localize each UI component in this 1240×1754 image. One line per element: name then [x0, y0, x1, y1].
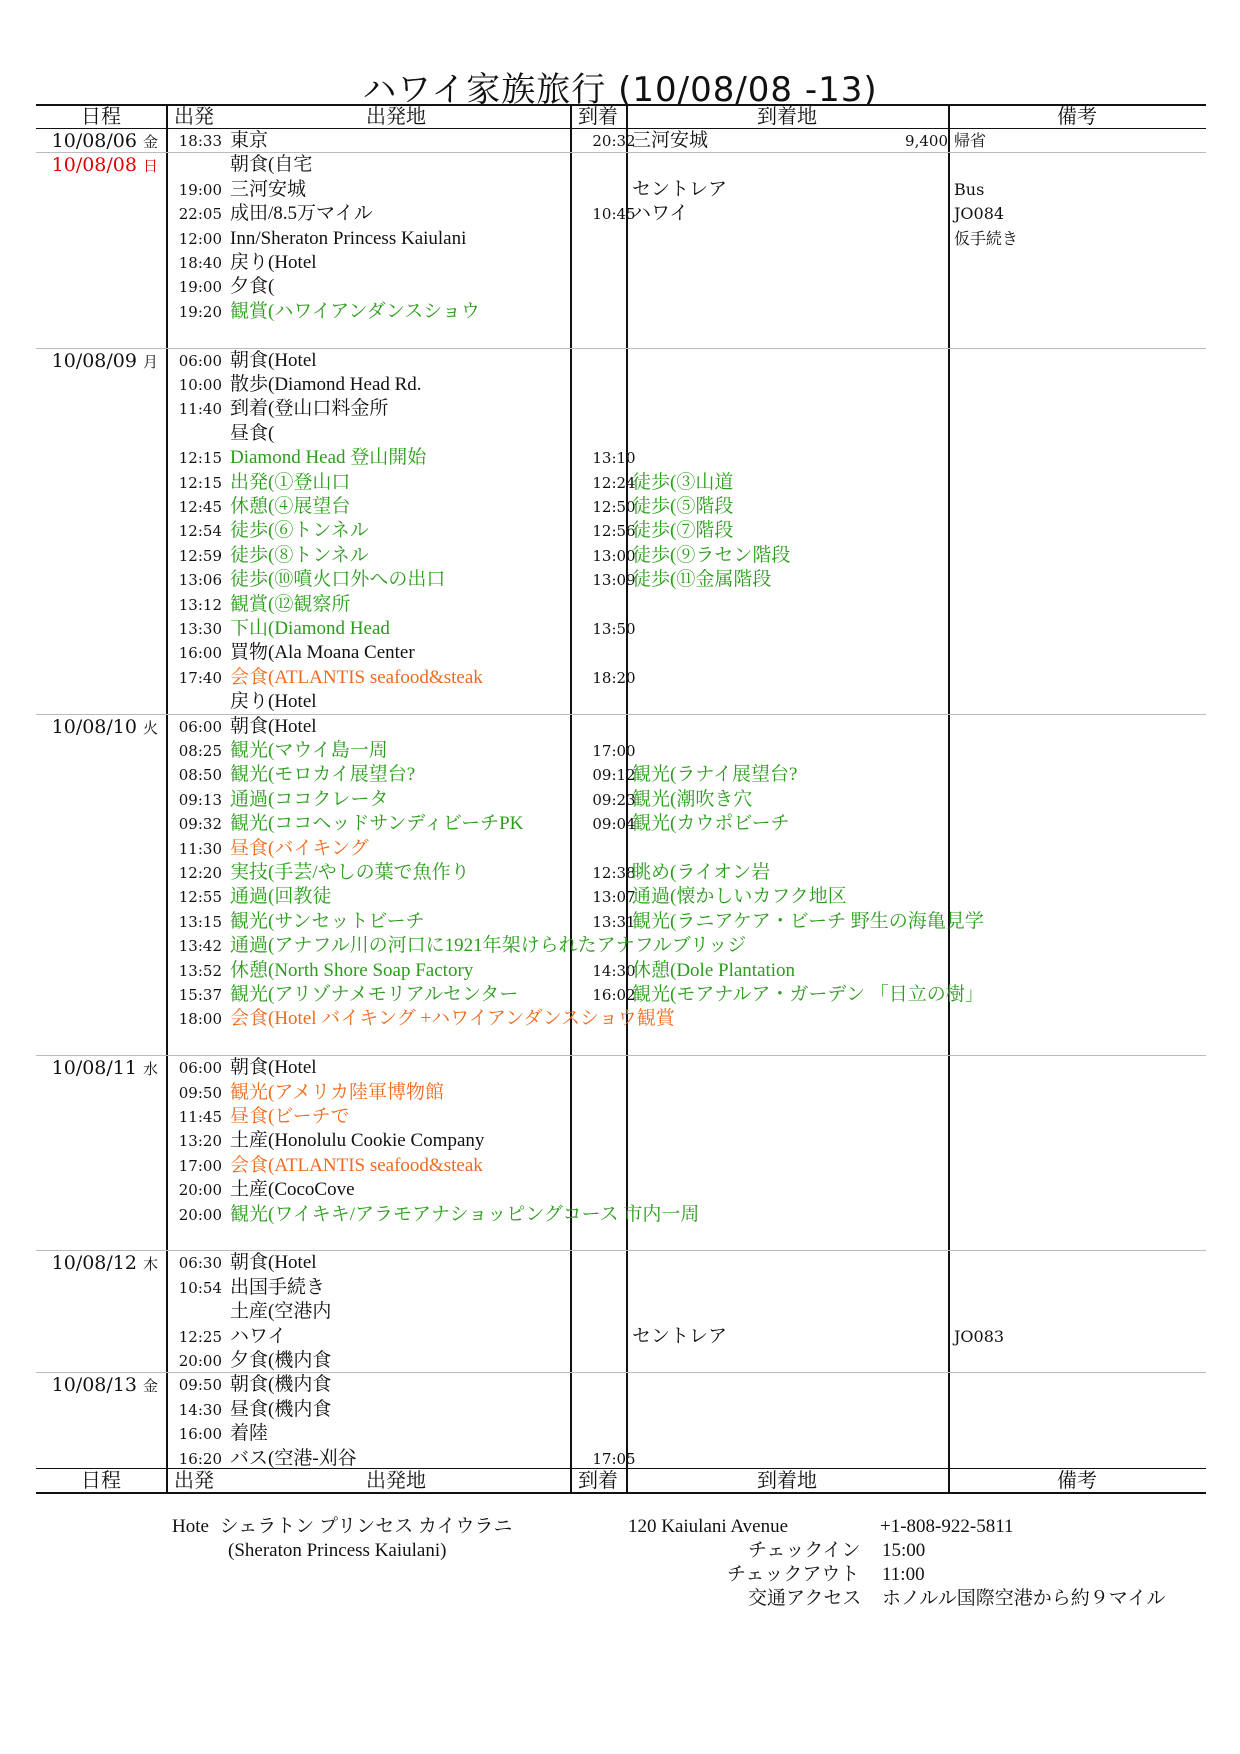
depart-time: 09:32 — [178, 815, 222, 834]
schedule-row — [36, 397, 1206, 421]
depart-place: 通過(アナフル川の河口に1921年架けられたアナフルブリッジ — [230, 935, 747, 957]
depart-place: 会食(Hotel バイキング +ハワイアンダンスショウ観賞 — [230, 1008, 675, 1030]
depart-time: 13:30 — [178, 620, 222, 638]
depart-place: 到着(登山口料金所 — [230, 398, 389, 420]
depart-time: 19:00 — [178, 278, 222, 297]
depart-time: 12:20 — [178, 864, 222, 882]
depart-place: 休憩(④展望台 — [230, 496, 351, 517]
depart-place: 観賞(⑫観察所 — [230, 593, 351, 615]
depart-place: 会食(ATLANTIS seafood&steak — [230, 1154, 483, 1176]
depart-time: 18:00 — [178, 1010, 222, 1029]
schedule-row — [36, 861, 1206, 885]
note-text: 帰省 — [954, 131, 987, 150]
schedule-row — [36, 983, 1206, 1007]
depart-time: 09:50 — [178, 1083, 222, 1102]
depart-time: 18:33 — [178, 132, 222, 150]
date-text: 10/08/13 — [51, 1374, 137, 1397]
depart-place: Diamond Head 登山開始 — [230, 447, 427, 469]
schedule-row — [36, 1447, 1206, 1471]
arrive-time: 13:31 — [592, 912, 636, 931]
schedule-row — [36, 1203, 1206, 1227]
header-notes: 備考 — [1057, 104, 1097, 128]
schedule-row — [36, 373, 1206, 397]
day-date — [36, 349, 158, 374]
depart-place: 着陸 — [230, 1423, 269, 1445]
depart-place: 観光(ワイキキ/アラモアナショッピングコース 市内一周 — [230, 1203, 700, 1225]
depart-time: 12:00 — [178, 229, 222, 248]
depart-place: Inn/Sheraton Princess Kaiulani — [230, 227, 467, 249]
schedule-row — [36, 593, 1206, 617]
arrive-place: 観光(潮吹き穴 — [632, 788, 753, 810]
page-title: ハワイ家族旅行 (10/08/08 -13) — [362, 70, 878, 110]
depart-place: 徒歩(⑧トンネル — [230, 544, 369, 566]
schedule-row — [36, 275, 1206, 299]
day-separator — [36, 1250, 1206, 1251]
footer-header-notes: 備考 — [1057, 1468, 1097, 1492]
schedule-row — [36, 1129, 1206, 1153]
depart-time: 06:00 — [178, 351, 222, 370]
schedule-row — [36, 1032, 1206, 1056]
schedule-row — [36, 788, 1206, 812]
hotel-name-en: (Sheraton Princess Kaiulani) — [228, 1540, 447, 1561]
fare-amount: 9,400 — [905, 132, 948, 150]
depart-place: 観光(モロカイ展望台? — [230, 764, 416, 786]
depart-place: 徒歩(⑩噴火口外への出口 — [230, 569, 446, 591]
date-text: 10/08/06 — [51, 130, 137, 152]
depart-place: 土産(CocoCove — [230, 1179, 355, 1201]
depart-place: 東京 — [230, 130, 269, 151]
depart-time: 12:15 — [178, 473, 222, 492]
access-label: 交通アクセス — [748, 1588, 862, 1609]
weekday-text: 水 — [142, 1060, 158, 1079]
depart-time: 06:30 — [178, 1254, 222, 1273]
depart-time: 11:30 — [178, 839, 222, 858]
schedule-row — [36, 178, 1206, 202]
schedule-row — [36, 1422, 1206, 1446]
depart-time: 14:30 — [178, 1400, 222, 1419]
day-separator — [36, 348, 1206, 349]
arrive-place: 三河安城 — [632, 130, 709, 151]
schedule-row — [36, 153, 1206, 177]
depart-time: 19:00 — [178, 180, 222, 199]
weekday-text: 月 — [142, 352, 158, 371]
schedule-row — [36, 471, 1206, 495]
schedule-row — [36, 715, 1206, 739]
checkout-time: 11:00 — [882, 1564, 925, 1585]
date-text: 10/08/12 — [51, 1252, 137, 1275]
depart-time: 12:45 — [178, 498, 222, 516]
arrive-time: 13:09 — [592, 571, 636, 590]
arrive-time: 13:00 — [592, 546, 636, 565]
schedule-row — [36, 959, 1206, 983]
depart-place: 観光(アリゾナメモリアルセンター — [230, 984, 519, 1005]
depart-time: 20:00 — [178, 1352, 222, 1370]
arrive-place: セントレア — [632, 1325, 728, 1347]
note-text: Bus — [954, 179, 985, 199]
hotel-phone: +1-808-922-5811 — [880, 1516, 1014, 1537]
arrive-time: 09:23 — [592, 790, 636, 809]
depart-place: 土産(空港内 — [230, 1301, 332, 1323]
footer-header-arrive-place: 到着地 — [757, 1468, 817, 1492]
header-depart-place: 出発地 — [366, 104, 426, 128]
day-date — [36, 715, 158, 740]
checkout-label: チェックアウト — [727, 1564, 860, 1585]
day-date — [36, 153, 158, 178]
depart-time: 13:42 — [178, 937, 222, 956]
day-date — [36, 1373, 158, 1398]
schedule-row — [36, 617, 1206, 641]
depart-place: ハワイ — [230, 1325, 287, 1347]
schedule-row — [36, 1349, 1206, 1373]
schedule-row — [36, 129, 1206, 153]
schedule-row — [36, 1227, 1206, 1251]
hotel-label: Hote — [172, 1516, 209, 1537]
schedule-row — [36, 1276, 1206, 1300]
schedule-row — [36, 568, 1206, 592]
depart-time: 16:20 — [178, 1449, 222, 1468]
schedule-row — [36, 1178, 1206, 1202]
depart-time: 15:37 — [178, 986, 222, 1004]
note-text: 仮手続き — [954, 228, 1019, 248]
depart-place: バス(空港-刈谷 — [230, 1447, 357, 1469]
footer-header-date: 日程 — [81, 1468, 121, 1492]
arrive-time: 12:50 — [592, 498, 636, 516]
depart-place: 実技(手芸/やしの葉で魚作り — [230, 862, 470, 883]
schedule-row — [36, 1300, 1206, 1324]
schedule-row — [36, 349, 1206, 373]
depart-place: 朝食(Hotel — [230, 349, 317, 371]
depart-time: 17:00 — [178, 1156, 222, 1175]
day-separator — [36, 714, 1206, 715]
depart-place: 休憩(North Shore Soap Factory — [230, 959, 474, 981]
depart-place: 成田/8.5万マイル — [230, 203, 373, 225]
schedule-row — [36, 910, 1206, 934]
hotel-name: シェラトン プリンセス カイウラニ — [219, 1516, 513, 1537]
schedule-row — [36, 300, 1206, 324]
depart-place: 昼食(ビーチで — [230, 1106, 350, 1127]
depart-place: 三河安城 — [230, 178, 307, 200]
schedule-row — [36, 763, 1206, 787]
arrive-time: 09:04 — [592, 815, 636, 834]
schedule-row — [36, 495, 1206, 519]
schedule-row — [36, 812, 1206, 836]
schedule-row — [36, 446, 1206, 470]
depart-time: 18:40 — [178, 254, 222, 272]
depart-time: 10:00 — [178, 376, 222, 394]
hotel-name-line — [172, 1515, 512, 1539]
depart-place: 会食(ATLANTIS seafood&steak — [230, 666, 483, 688]
footer-header-depart-time: 出発 — [174, 1468, 214, 1492]
depart-time: 22:05 — [178, 205, 222, 224]
depart-place: 観光(サンセットビーチ — [230, 910, 425, 932]
depart-place: 観光(ココヘッドサンディビーチPK — [230, 813, 524, 835]
depart-time: 19:20 — [178, 302, 222, 321]
day-date — [36, 129, 158, 154]
note-text: JO083 — [954, 1326, 1005, 1346]
depart-place: 昼食( — [230, 422, 275, 444]
schedule-row — [36, 1081, 1206, 1105]
schedule-row — [36, 885, 1206, 909]
access-text: ホノルル国際空港から約９マイル — [882, 1588, 1166, 1609]
arrive-place: 眺め(ライオン岩 — [632, 862, 771, 883]
day-separator — [36, 1055, 1206, 1056]
schedule-row — [36, 227, 1206, 251]
schedule-row — [36, 1373, 1206, 1397]
schedule-row — [36, 1398, 1206, 1422]
hotel-address: 120 Kaiulani Avenue — [628, 1516, 789, 1537]
depart-place: 観光(アメリカ陸軍博物館 — [230, 1081, 444, 1103]
arrive-time: 17:05 — [592, 1449, 636, 1468]
arrive-time: 12:38 — [592, 864, 636, 882]
schedule-row — [36, 1251, 1206, 1275]
depart-time: 16:00 — [178, 1425, 222, 1444]
arrive-time: 12:24 — [592, 473, 636, 492]
arrive-time: 10:45 — [592, 205, 636, 224]
depart-place: 下山(Diamond Head — [230, 618, 390, 639]
depart-time: 11:40 — [178, 400, 222, 419]
arrive-place: 休憩(Dole Plantation — [632, 959, 796, 981]
depart-time: 12:55 — [178, 888, 222, 907]
schedule-row — [36, 1105, 1206, 1129]
depart-place: 昼食(機内食 — [230, 1398, 332, 1420]
arrive-place: 徒歩(③山道 — [632, 471, 734, 493]
weekday-text: 金 — [142, 133, 158, 151]
arrive-place: 観光(ラニアケア・ビーチ 野生の海亀見学 — [632, 910, 984, 932]
depart-place: 朝食(Hotel — [230, 715, 317, 737]
depart-time: 08:25 — [178, 742, 222, 760]
arrive-time: 12:56 — [592, 522, 636, 541]
weekday-text: 金 — [142, 1377, 158, 1396]
depart-place: 散歩(Diamond Head Rd. — [230, 374, 422, 395]
depart-time: 06:00 — [178, 717, 222, 736]
arrive-time: 16:02 — [592, 986, 636, 1004]
depart-place: 朝食(Hotel — [230, 1252, 317, 1274]
depart-place: 出発(①登山口 — [230, 471, 351, 493]
day-date — [36, 1251, 158, 1276]
depart-time: 17:40 — [178, 668, 222, 687]
arrive-time: 14:30 — [592, 961, 636, 980]
footer-header-depart-place: 出発地 — [366, 1468, 426, 1492]
arrive-time: 20:32 — [592, 132, 636, 150]
depart-place: 徒歩(⑥トンネル — [230, 520, 369, 542]
date-text: 10/08/08 — [51, 154, 137, 177]
depart-place: 昼食(バイキング — [230, 837, 369, 859]
schedule-row — [36, 690, 1206, 714]
depart-place: 通過(ココクレータ — [230, 788, 389, 810]
depart-place: 夕食(機内食 — [230, 1350, 332, 1371]
note-text: JO084 — [954, 204, 1005, 224]
date-text: 10/08/10 — [51, 715, 137, 738]
schedule-row — [36, 1056, 1206, 1080]
arrive-place: 通過(懐かしいカフク地区 — [632, 886, 847, 908]
schedule-table — [36, 104, 1206, 1516]
depart-time: 13:15 — [178, 912, 222, 931]
date-text: 10/08/11 — [51, 1057, 137, 1080]
schedule-row — [36, 934, 1206, 958]
depart-place: 戻り(Hotel — [230, 691, 317, 713]
depart-time: 13:20 — [178, 1132, 222, 1151]
depart-time: 16:00 — [178, 644, 222, 663]
schedule-row — [36, 1154, 1206, 1178]
schedule-row — [36, 324, 1206, 348]
header-date: 日程 — [81, 104, 121, 128]
depart-place: 出国手続き — [230, 1276, 326, 1298]
schedule-row — [36, 251, 1206, 275]
arrive-time: 09:12 — [592, 766, 636, 785]
depart-place: 観賞(ハワイアンダンスショウ — [230, 300, 480, 322]
depart-time: 08:50 — [178, 766, 222, 785]
schedule-row — [36, 1325, 1206, 1349]
depart-time: 12:15 — [178, 449, 222, 468]
schedule-row — [36, 1007, 1206, 1031]
schedule-row — [36, 641, 1206, 665]
arrive-time: 13:10 — [592, 449, 636, 468]
arrive-place: 徒歩(⑨ラセン階段 — [632, 544, 791, 566]
depart-time: 11:45 — [178, 1108, 222, 1126]
arrive-place: 観光(ラナイ展望台? — [632, 764, 798, 786]
header-arrive-place: 到着地 — [757, 104, 817, 128]
header-arrive-time: 到着 — [578, 104, 618, 128]
depart-time: 13:12 — [178, 595, 222, 614]
depart-place: 戻り(Hotel — [230, 252, 317, 273]
schedule-row — [36, 666, 1206, 690]
day-separator — [36, 1372, 1206, 1373]
depart-place: 朝食(自宅 — [230, 154, 313, 176]
checkin-time: 15:00 — [882, 1540, 926, 1561]
schedule-row — [36, 202, 1206, 226]
arrive-time: 17:00 — [592, 742, 636, 760]
depart-time: 20:00 — [178, 1181, 222, 1200]
depart-time: 09:13 — [178, 790, 222, 809]
arrive-place: 徒歩(⑦階段 — [632, 520, 734, 542]
depart-time: 12:59 — [178, 546, 222, 565]
footer-header-arrive-time: 到着 — [578, 1468, 618, 1492]
depart-place: 通過(回教徒 — [230, 886, 332, 908]
depart-time: 20:00 — [178, 1205, 222, 1224]
depart-time: 10:54 — [178, 1278, 222, 1297]
weekday-text: 木 — [142, 1255, 158, 1274]
schedule-row — [36, 544, 1206, 568]
depart-place: 買物(Ala Moana Center — [230, 642, 415, 664]
depart-time: 06:00 — [178, 1059, 222, 1078]
day-date — [36, 1056, 158, 1081]
arrive-time: 18:20 — [592, 668, 636, 687]
arrive-place: 徒歩(⑪金属階段 — [632, 569, 772, 591]
depart-time: 12:54 — [178, 522, 222, 541]
arrive-place: セントレア — [632, 178, 728, 200]
header-depart-time: 出発 — [174, 104, 214, 128]
weekday-text: 日 — [142, 157, 158, 176]
arrive-place: 徒歩(⑤階段 — [632, 496, 734, 517]
depart-place: 観光(マウイ島一周 — [230, 740, 388, 761]
depart-time: 09:50 — [178, 1376, 222, 1395]
depart-time: 13:06 — [178, 571, 222, 590]
weekday-text: 火 — [142, 718, 158, 737]
day-separator — [36, 152, 1206, 153]
schedule-row — [36, 422, 1206, 446]
depart-time: 13:52 — [178, 961, 222, 980]
arrive-time: 13:07 — [592, 888, 636, 907]
schedule-row — [36, 739, 1206, 763]
arrive-place: 観光(カウポビーチ — [632, 813, 790, 835]
schedule-row — [36, 837, 1206, 861]
depart-place: 朝食(Hotel — [230, 1057, 317, 1079]
depart-place: 土産(Honolulu Cookie Company — [230, 1130, 485, 1152]
arrive-place: ハワイ — [632, 203, 689, 225]
checkin-label: チェックイン — [748, 1540, 861, 1561]
depart-time: 12:25 — [178, 1327, 222, 1346]
schedule-row — [36, 519, 1206, 543]
date-text: 10/08/09 — [51, 349, 137, 372]
arrive-time: 13:50 — [592, 620, 636, 638]
depart-place: 夕食( — [230, 276, 275, 298]
depart-place: 朝食(機内食 — [230, 1374, 332, 1396]
arrive-place: 観光(モアナルア・ガーデン 「日立の樹」 — [632, 984, 984, 1005]
